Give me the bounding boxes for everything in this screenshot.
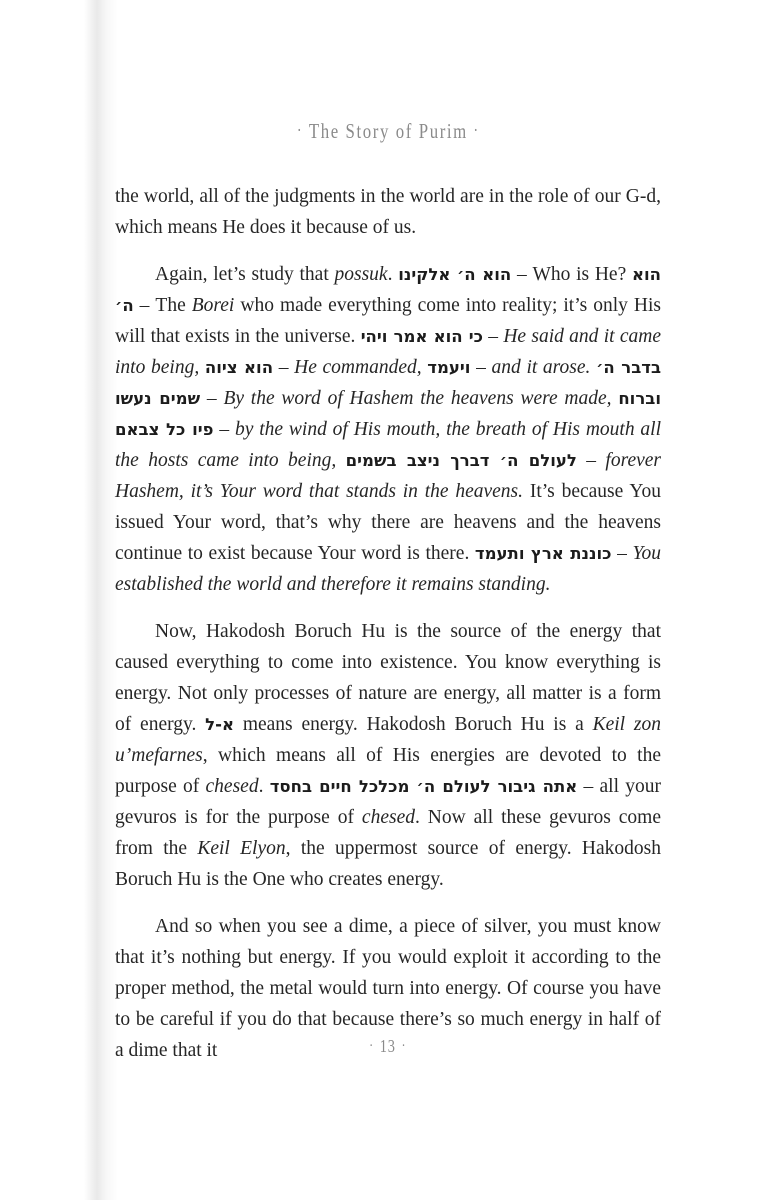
text-run: means energy. Hakodosh Boruch Hu is a bbox=[234, 714, 593, 735]
italic-text-run: He commanded, bbox=[294, 357, 422, 378]
italic-text-run: forever Hashem, it’s Your word that stands in the heavens. bbox=[115, 450, 661, 502]
hebrew-phrase: ויעמד bbox=[427, 358, 471, 377]
hebrew-phrase: בדבר ה׳ שמים נעשו bbox=[115, 358, 662, 408]
italic-text-run: Borei bbox=[191, 295, 235, 316]
text-run: – bbox=[611, 543, 633, 564]
text-run: . bbox=[258, 776, 270, 797]
text-run: who made everything come into reality; it’s only His will that exists in the universe. bbox=[115, 295, 661, 347]
page-number: 13 bbox=[380, 1036, 396, 1056]
paragraph bbox=[115, 259, 661, 600]
text-run: – bbox=[576, 450, 606, 471]
hebrew-phrase: לעולם ה׳ דברך ניצב בשמים bbox=[345, 451, 577, 470]
text-run: . Now all these gevuros come from the bbox=[115, 807, 661, 859]
text-run: – bbox=[470, 357, 492, 378]
running-header bbox=[0, 119, 776, 144]
footer-dot-right: · bbox=[401, 1038, 407, 1054]
text-run: , the uppermost source of energy. Hakodosh Boruch Hu is the One who creates energy. bbox=[115, 838, 662, 890]
text-run: – bbox=[483, 326, 504, 347]
header-dot-left: · bbox=[296, 120, 303, 140]
paragraph bbox=[115, 616, 661, 895]
text-run: . bbox=[387, 264, 399, 285]
text-run: – bbox=[200, 388, 224, 409]
text-run: the world, all of the judgments in the world are in the role of our G‑d, which means He does it because of us. bbox=[115, 186, 661, 238]
hebrew-phrase: הוא ה׳ bbox=[115, 265, 661, 315]
text-run: , which means all of His energies are devoted to the purpose of bbox=[115, 745, 661, 797]
hebrew-phrase: כי הוא אמר ויהי bbox=[360, 327, 483, 346]
text-run: – Who is He? bbox=[511, 264, 632, 285]
italic-text-run: by the wind of His mouth, the breath of His mouth all the hosts came into being, bbox=[115, 419, 662, 471]
header-dot-right: · bbox=[473, 120, 480, 140]
text-run bbox=[336, 450, 345, 471]
page-number-text bbox=[364, 1036, 413, 1057]
italic-text-run: He said and it came into being, bbox=[115, 326, 661, 378]
italic-text-run: Keil Elyon bbox=[197, 838, 286, 859]
hebrew-phrase: וברוח פיו כל צבאם bbox=[115, 389, 662, 439]
italic-text-run: Keil zon u’mefarnes bbox=[115, 714, 661, 766]
italic-text-run: possuk bbox=[334, 264, 388, 285]
text-run: Again, let’s study that bbox=[155, 264, 335, 285]
italic-text-run: chesed bbox=[205, 776, 259, 797]
hebrew-phrase: אתה גיבור לעולם ה׳ מכלכל חיים בחסד bbox=[269, 777, 578, 796]
hebrew-phrase: א-ל bbox=[205, 715, 235, 734]
running-header-text bbox=[291, 119, 485, 144]
italic-text-run: chesed bbox=[361, 807, 415, 828]
text-run: – bbox=[213, 419, 235, 440]
footer-dot-left: · bbox=[369, 1038, 375, 1054]
paragraph bbox=[115, 181, 661, 243]
text-run: – The bbox=[133, 295, 192, 316]
hebrew-phrase: הוא ה׳ אלקינו bbox=[398, 265, 512, 284]
italic-text-run: and it arose. bbox=[491, 357, 591, 378]
hebrew-phrase: הוא ציוה bbox=[204, 358, 274, 377]
text-run: – all your gevuros is for the purpose of bbox=[115, 776, 662, 828]
text-block bbox=[115, 181, 661, 1082]
italic-text-run: By the word of Hashem the heavens were made, bbox=[223, 388, 612, 409]
text-run: Now, Hakodosh Boruch Hu is the source of the energy that caused everything to come into existence. You know everything is energy. Not only processes of nature are energy, all matter is a form of energy. bbox=[115, 621, 661, 735]
page-footer bbox=[0, 1036, 776, 1057]
text-run: – bbox=[273, 357, 295, 378]
chapter-title: The Story of Purim bbox=[308, 119, 468, 143]
italic-text-run: You established the world and therefore it remains standing. bbox=[115, 543, 661, 595]
text-run: And so when you see a dime, a piece of silver, you must know that it’s nothing but energy. If you would exploit it according to the proper method, the metal would turn into energy. Of course you have to be careful if you do that because there’s so much energy in half of a dime that it bbox=[115, 916, 661, 1061]
hebrew-phrase: כוננת ארץ ותעמד bbox=[474, 544, 612, 563]
text-run: It’s because You issued Your word, that’s why there are heavens and the heavens continue to exist because Your word is there. bbox=[115, 481, 661, 564]
